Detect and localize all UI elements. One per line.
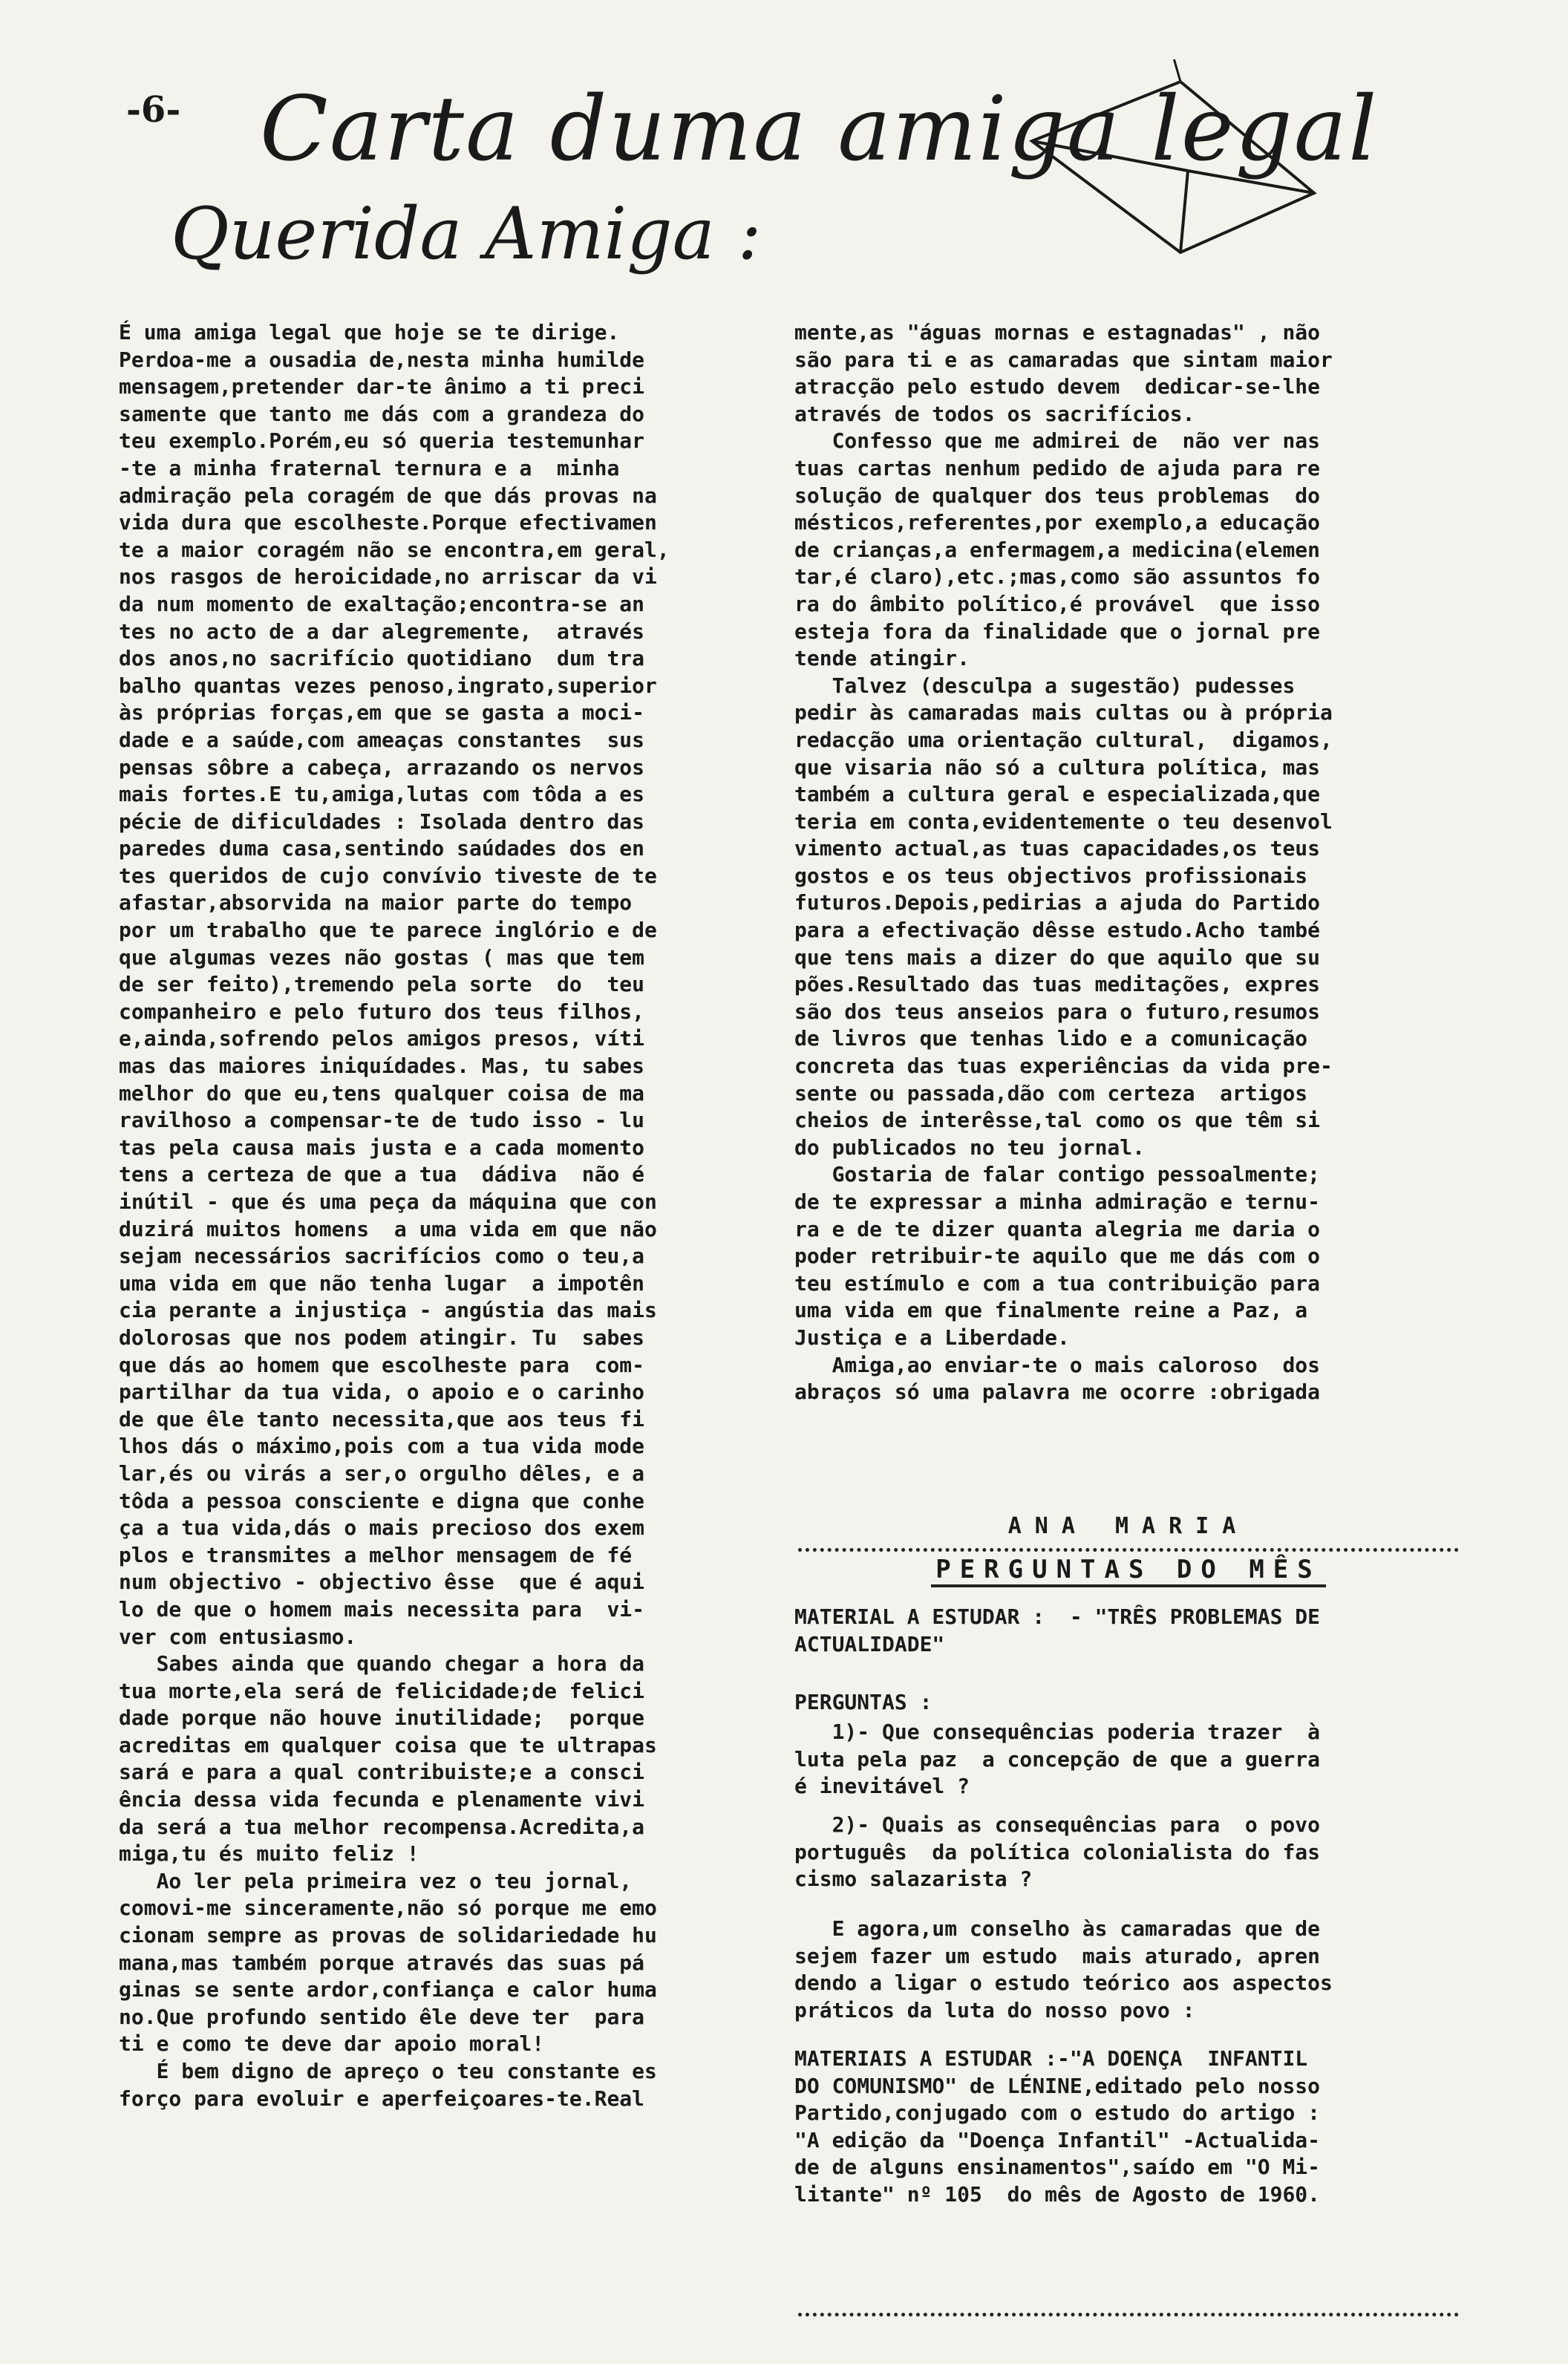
letter-line-left: samente que tanto me dás com a grandeza do bbox=[119, 401, 645, 426]
letter-line-left: e,ainda,sofrendo pelos amigos presos, víti bbox=[119, 1026, 645, 1051]
letter-line-right: concreta das tuas experiências da vida pre- bbox=[794, 1054, 1333, 1079]
letter-line-right: Confesso que me admirei de não ver nas bbox=[794, 428, 1321, 454]
letter-line-left: ência dessa vida fecunda e plenamente vivi bbox=[119, 1787, 645, 1812]
letter-line-left: nos rasgos de heroicidade,no arriscar da vi bbox=[119, 564, 657, 590]
letter-line-left: pécie de dificuldades : Isolada dentro das bbox=[119, 809, 645, 834]
letter-line-left: tôda a pessoa consciente e digna que conhe bbox=[119, 1488, 645, 1513]
letter-line-left: no.Que profundo sentido êle deve ter para bbox=[119, 2004, 645, 2029]
letter-line-left: duzirá muitos homens a uma vida em que não bbox=[119, 1216, 657, 1241]
letter-line-left: tes no acto de a dar alegremente, através bbox=[119, 618, 645, 644]
letter-line-right: teria em conta,evidentemente o teu desenvol bbox=[794, 809, 1333, 834]
letter-line-left: da num momento de exaltação;encontra-se an bbox=[119, 591, 645, 616]
letter-line-right: sente ou passada,dão com certeza artigos bbox=[794, 1080, 1308, 1106]
letter-line-left: sará e para a qual contribuiste;e a consci bbox=[119, 1760, 645, 1785]
letter-line-right: pedir às camaradas mais cultas ou à própria bbox=[794, 700, 1333, 725]
letter-line-left: cionam sempre as provas de solidariedade hu bbox=[119, 1923, 657, 1948]
letter-line-right: poder retribuir-te aquilo que me dás com o bbox=[794, 1244, 1321, 1269]
advice-paragraph: E agora,um conselho às camaradas que de sejem fazer um estudo mais aturado, apren dendo a ligar o estudo teórico aos aspectos práticos da luta do nosso povo : bbox=[794, 1916, 1333, 2022]
letter-line-right: do publicados no teu jornal. bbox=[794, 1134, 1146, 1160]
letter-line-left: É bem digno de apreço o teu constante es bbox=[119, 2059, 657, 2083]
letter-line-left: lhos dás o máximo,pois com a tua vida mode bbox=[119, 1434, 645, 1459]
letter-line-left: afastar,absorvida na maior parte do tempo bbox=[119, 890, 633, 915]
right-column bbox=[794, 319, 1463, 1406]
letter-line-left: tes queridos de cujo convívio tiveste de te bbox=[119, 863, 657, 888]
letter-line-left: uma vida em que não tenha lugar a impotên bbox=[119, 1270, 645, 1296]
letter-line-right: ra do âmbito político,é provável que isso bbox=[794, 591, 1321, 616]
letter-line-right: para a efectivação dêsse estudo.Acho també bbox=[794, 918, 1321, 943]
section-heading bbox=[794, 1555, 1463, 1584]
letter-line-left: ginas se sente ardor,confiança e calor huma bbox=[119, 1977, 657, 2002]
letter-line-right: são para ti e as camaradas que sintam maior bbox=[794, 347, 1333, 372]
dotted-divider bbox=[798, 1548, 1459, 1552]
letter-line-left: ravilhoso a compensar-te de tudo isso - lu bbox=[119, 1108, 645, 1133]
letter-line-left: acreditas em qualquer coisa que te ultrapas bbox=[119, 1732, 657, 1757]
letter-line-right: de livros que tenhas lido e a comunicação bbox=[794, 1026, 1308, 1051]
letter-line-left: forço para evoluir e aperfeiçoares-te.Real bbox=[119, 2086, 645, 2111]
letter-line-right: de crianças,a enfermagem,a medicina(elemen bbox=[794, 537, 1321, 562]
letter-line-left: Perdoa-me a ousadia de,nesta minha humilde bbox=[119, 347, 645, 372]
section-heading-text: PERGUNTAS DO MÊS bbox=[931, 1555, 1326, 1587]
letter-line-left: dade porque não houve inutilidade; porque bbox=[119, 1705, 645, 1731]
question-2: 2)- Quais as consequências para o povo português da política colonialista do fas cismo salazarista ? bbox=[794, 1812, 1321, 1892]
letter-line-right: que tens mais a dizer do que aquilo que su bbox=[794, 944, 1321, 970]
envelope-icon bbox=[1002, 59, 1322, 275]
letter-line-left: ti e como te deve dar apoio moral! bbox=[119, 2031, 545, 2057]
letter-line-left: pensas sôbre a cabeça, arrazando os nervos bbox=[119, 754, 645, 780]
letter-line-left: plos e transmites a melhor mensagem de fé bbox=[119, 1542, 633, 1567]
letter-line-right: ra e de te dizer quanta alegria me daria o bbox=[794, 1216, 1321, 1241]
letter-line-left: admiração pela coragém de que dás provas na bbox=[119, 483, 657, 508]
letter-line-left: Sabes ainda que quando chegar a hora da bbox=[119, 1651, 645, 1676]
letter-line-left: paredes duma casa,sentindo saúdades dos en bbox=[119, 836, 645, 861]
letter-line-right: redacção uma orientação cultural, digamos, bbox=[794, 727, 1333, 752]
letter-line-left: companheiro e pelo futuro dos teus filhos, bbox=[119, 999, 645, 1024]
signature: ANA MARIA bbox=[1007, 1513, 1250, 1539]
letter-line-left: miga,tu és muito feliz ! bbox=[119, 1841, 419, 1867]
letter-line-left: mas das maiores iniquídades. Mas, tu sabes bbox=[119, 1054, 645, 1079]
salutation: Querida Amiga : bbox=[171, 192, 762, 275]
letter-line-left: tas pela causa mais justa e a cada momento bbox=[119, 1134, 645, 1160]
letter-line-left: por um trabalho que te parece inglório e de bbox=[119, 918, 657, 943]
letter-line-left: de que êle tanto necessita,que aos teus fi bbox=[119, 1406, 645, 1431]
letter-line-right: Talvez (desculpa a sugestão) pudesses bbox=[794, 673, 1296, 698]
letter-line-left: lar,és ou virás a ser,o orgulho dêles, e a bbox=[119, 1460, 645, 1486]
letter-line-left: É uma amiga legal que hoje se te dirige. bbox=[119, 320, 620, 345]
letter-line-right: através de todos os sacrifícios. bbox=[794, 401, 1195, 426]
letter-line-left: mensagem,pretender dar-te ânimo a ti preci bbox=[119, 374, 645, 399]
letter-line-left: da será a tua melhor recompensa.Acredita,a bbox=[119, 1814, 645, 1839]
letter-line-left: tens a certeza de que a tua dádiva não é bbox=[119, 1162, 645, 1187]
letter-line-left: melhor do que eu,tens qualquer coisa de ma bbox=[119, 1080, 645, 1106]
letter-line-left: dos anos,no sacrifício quotidiano dum tra bbox=[119, 646, 645, 671]
letter-line-right: Gostaria de falar contigo pessoalmente; bbox=[794, 1162, 1321, 1187]
letter-line-left: mana,mas também porque através das suas pá bbox=[119, 1950, 645, 1975]
dotted-divider-bottom bbox=[798, 2313, 1459, 2316]
letter-line-left: de ser feito),tremendo pela sorte do teu bbox=[119, 972, 645, 997]
materials-to-study: MATERIAIS A ESTUDAR :-"A DOENÇA INFANTIL DO COMUNISMO" de LÉNINE,editado pelo nosso Partido,conjugado com o estudo do artigo : "A edição da "Doença Infantil" -Actualida- de de alguns ensinamentos",saído em "O Mi- litante" nº 105 do mês de Agosto de 1960. bbox=[794, 2046, 1321, 2207]
letter-line-right: mésticos,referentes,por exemplo,a educação bbox=[794, 510, 1321, 535]
letter-line-left: -te a minha fraternal ternura e a minha bbox=[119, 455, 620, 480]
letter-line-right: pões.Resultado das tuas meditações, expres bbox=[794, 972, 1321, 997]
letter-line-left: te a maior coragém não se encontra,em geral, bbox=[119, 537, 670, 562]
left-column bbox=[119, 319, 757, 2112]
letter-line-left: às próprias forças,em que se gasta a moci- bbox=[119, 700, 645, 725]
letter-line-right: cheios de interêsse,tal como os que têm si bbox=[794, 1108, 1321, 1133]
letter-line-right: mente,as "águas mornas e estagnadas" , não bbox=[794, 320, 1321, 345]
letter-line-left: que dás ao homem que escolheste para com- bbox=[119, 1352, 645, 1377]
letter-line-left: Ao ler pela primeira vez o teu jornal, bbox=[119, 1868, 633, 1893]
letter-line-right: atracção pelo estudo devem dedicar-se-lhe bbox=[794, 374, 1321, 399]
letter-line-left: inútil - que és uma peça da máquina que con bbox=[119, 1189, 657, 1214]
letter-line-left: que algumas vezes não gostas ( mas que tem bbox=[119, 944, 645, 970]
letter-line-right: Amiga,ao enviar-te o mais caloroso dos bbox=[794, 1352, 1321, 1377]
page-number: -6- bbox=[126, 89, 181, 131]
letter-line-left: mais fortes.E tu,amiga,lutas com tôda a es bbox=[119, 782, 645, 807]
letter-line-left: cia perante a injustiça - angústia das mais bbox=[119, 1298, 657, 1323]
questions-label: PERGUNTAS : bbox=[794, 1690, 932, 1714]
letter-line-right: abraços só uma palavra me ocorre :obrigada bbox=[794, 1379, 1321, 1405]
letter-line-left: partilhar da tua vida, o apoio e o carinho bbox=[119, 1379, 645, 1405]
letter-line-left: teu exemplo.Porém,eu só queria testemunhar bbox=[119, 428, 645, 454]
letter-line-left: ça a tua vida,dás o mais precioso dos exem bbox=[119, 1515, 645, 1541]
letter-line-right: Justiça e a Liberdade. bbox=[794, 1325, 1070, 1350]
letter-line-right: que visaria não só a cultura política, mas bbox=[794, 754, 1321, 780]
letter-line-left: dolorosas que nos podem atingir. Tu sabes bbox=[119, 1325, 645, 1350]
letter-line-right: gostos e os teus objectivos profissionais bbox=[794, 863, 1308, 888]
letter-line-left: balho quantas vezes penoso,ingrato,superior bbox=[119, 673, 657, 698]
letter-line-right: de te expressar a minha admiração e ternu- bbox=[794, 1189, 1321, 1214]
letter-line-left: num objectivo - objectivo êsse que é aqui bbox=[119, 1570, 645, 1595]
question-1: 1)- Que consequências poderia trazer à luta pela paz a concepção de que a guerra é inevitável ? bbox=[794, 1720, 1321, 1799]
letter-line-left: comovi-me sinceramente,não só porque me emo bbox=[119, 1896, 657, 1921]
letter-line-right: futuros.Depois,pedirias a ajuda do Partido bbox=[794, 890, 1321, 915]
letter-line-left: lo de que o homem mais necessita para vi- bbox=[119, 1596, 645, 1622]
letter-line-left: sejam necessários sacrifícios como o teu,a bbox=[119, 1244, 645, 1269]
material-to-study: MATERIAL A ESTUDAR : - "TRÊS PROBLEMAS DE ACTUALIDADE" bbox=[794, 1604, 1321, 1656]
letter-line-left: tua morte,ela será de felicidade;de felici bbox=[119, 1678, 645, 1703]
letter-line-left: vida dura que escolheste.Porque efectivamen bbox=[119, 510, 657, 535]
letter-line-left: ver com entusiasmo. bbox=[119, 1624, 357, 1649]
letter-line-right: tuas cartas nenhum pedido de ajuda para re bbox=[794, 455, 1321, 480]
letter-line-right: são dos teus anseios para o futuro,resumos bbox=[794, 999, 1321, 1024]
letter-line-right: também a cultura geral e especializada,que bbox=[794, 782, 1321, 807]
letter-line-right: tende atingir. bbox=[794, 646, 970, 671]
letter-line-right: uma vida em que finalmente reine a Paz, a bbox=[794, 1298, 1308, 1323]
letter-line-left: dade e a saúde,com ameaças constantes sus bbox=[119, 727, 645, 752]
letter-line-right: tar,é claro),etc.;mas,como são assuntos fo bbox=[794, 564, 1321, 590]
letter-line-right: vimento actual,as tuas capacidades,os teus bbox=[794, 836, 1321, 861]
letter-line-right: solução de qualquer dos teus problemas do bbox=[794, 483, 1321, 508]
letter-line-right: teu estímulo e com a tua contribuição para bbox=[794, 1270, 1321, 1296]
letter-line-right: esteja fora da finalidade que o jornal pre bbox=[794, 618, 1321, 644]
page-title: Carta duma amiga legal bbox=[260, 78, 1379, 181]
